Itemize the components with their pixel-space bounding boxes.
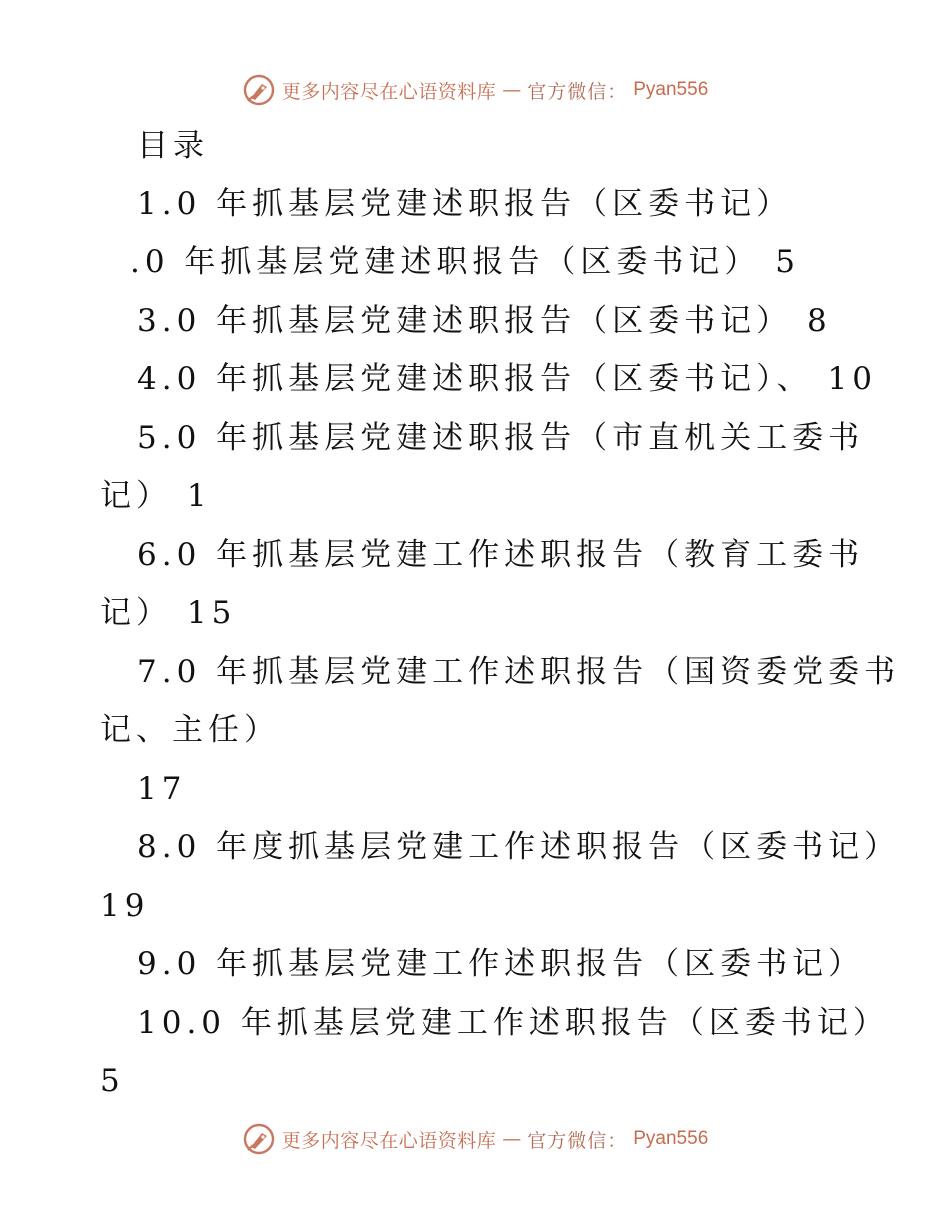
banner-prefix: 更多内容尽在心语资料库	[281, 1129, 497, 1152]
banner-wechat-id: Pyan556	[633, 79, 709, 100]
toc-heading: 目录	[137, 128, 209, 164]
toc-line: 5	[100, 1063, 125, 1099]
banner-prefix: 更多内容尽在心语资料库	[281, 80, 497, 103]
toc-line: 1.0 年抓基层党建述职报告（区委书记）	[137, 186, 793, 222]
toc-line: 10.0 年抓基层党建工作述职报告（区委书记）	[137, 1005, 889, 1041]
banner-wechat-id: Pyan556	[633, 1128, 709, 1149]
toc-line: 记） 1	[100, 478, 212, 514]
toc-line: 6.0 年抓基层党建工作述职报告（教育工委书	[137, 537, 865, 573]
toc-line: .0 年抓基层党建述职报告（区委书记） 5	[130, 244, 801, 280]
pen-nib-icon	[242, 1122, 276, 1156]
toc-line: 记、主任）	[100, 712, 280, 748]
banner-middle: 官方微信：	[527, 80, 628, 103]
toc-line: 7.0 年抓基层党建工作述职报告（国资委党委书	[137, 654, 901, 690]
banner-middle: 官方微信：	[527, 1129, 628, 1152]
pen-nib-icon	[242, 73, 276, 107]
footer-banner	[0, 1119, 950, 1159]
toc-line: 8.0 年度抓基层党建工作述职报告（区委书记）	[137, 829, 901, 865]
toc-line: 17	[137, 771, 187, 807]
toc-line: 9.0 年抓基层党建工作述职报告（区委书记）	[137, 946, 865, 982]
toc-line: 3.0 年抓基层党建述职报告（区委书记） 8	[137, 303, 832, 339]
header-banner	[0, 70, 950, 110]
toc-line: 记） 15	[100, 595, 237, 631]
banner-dash: —	[502, 1128, 522, 1150]
toc-line: 5.0 年抓基层党建述职报告（市直机关工委书	[137, 420, 865, 456]
banner-dash: —	[502, 79, 522, 101]
toc-line: 19	[100, 888, 150, 924]
toc-line: 4.0 年抓基层党建述职报告（区委书记）、 10	[137, 361, 877, 397]
